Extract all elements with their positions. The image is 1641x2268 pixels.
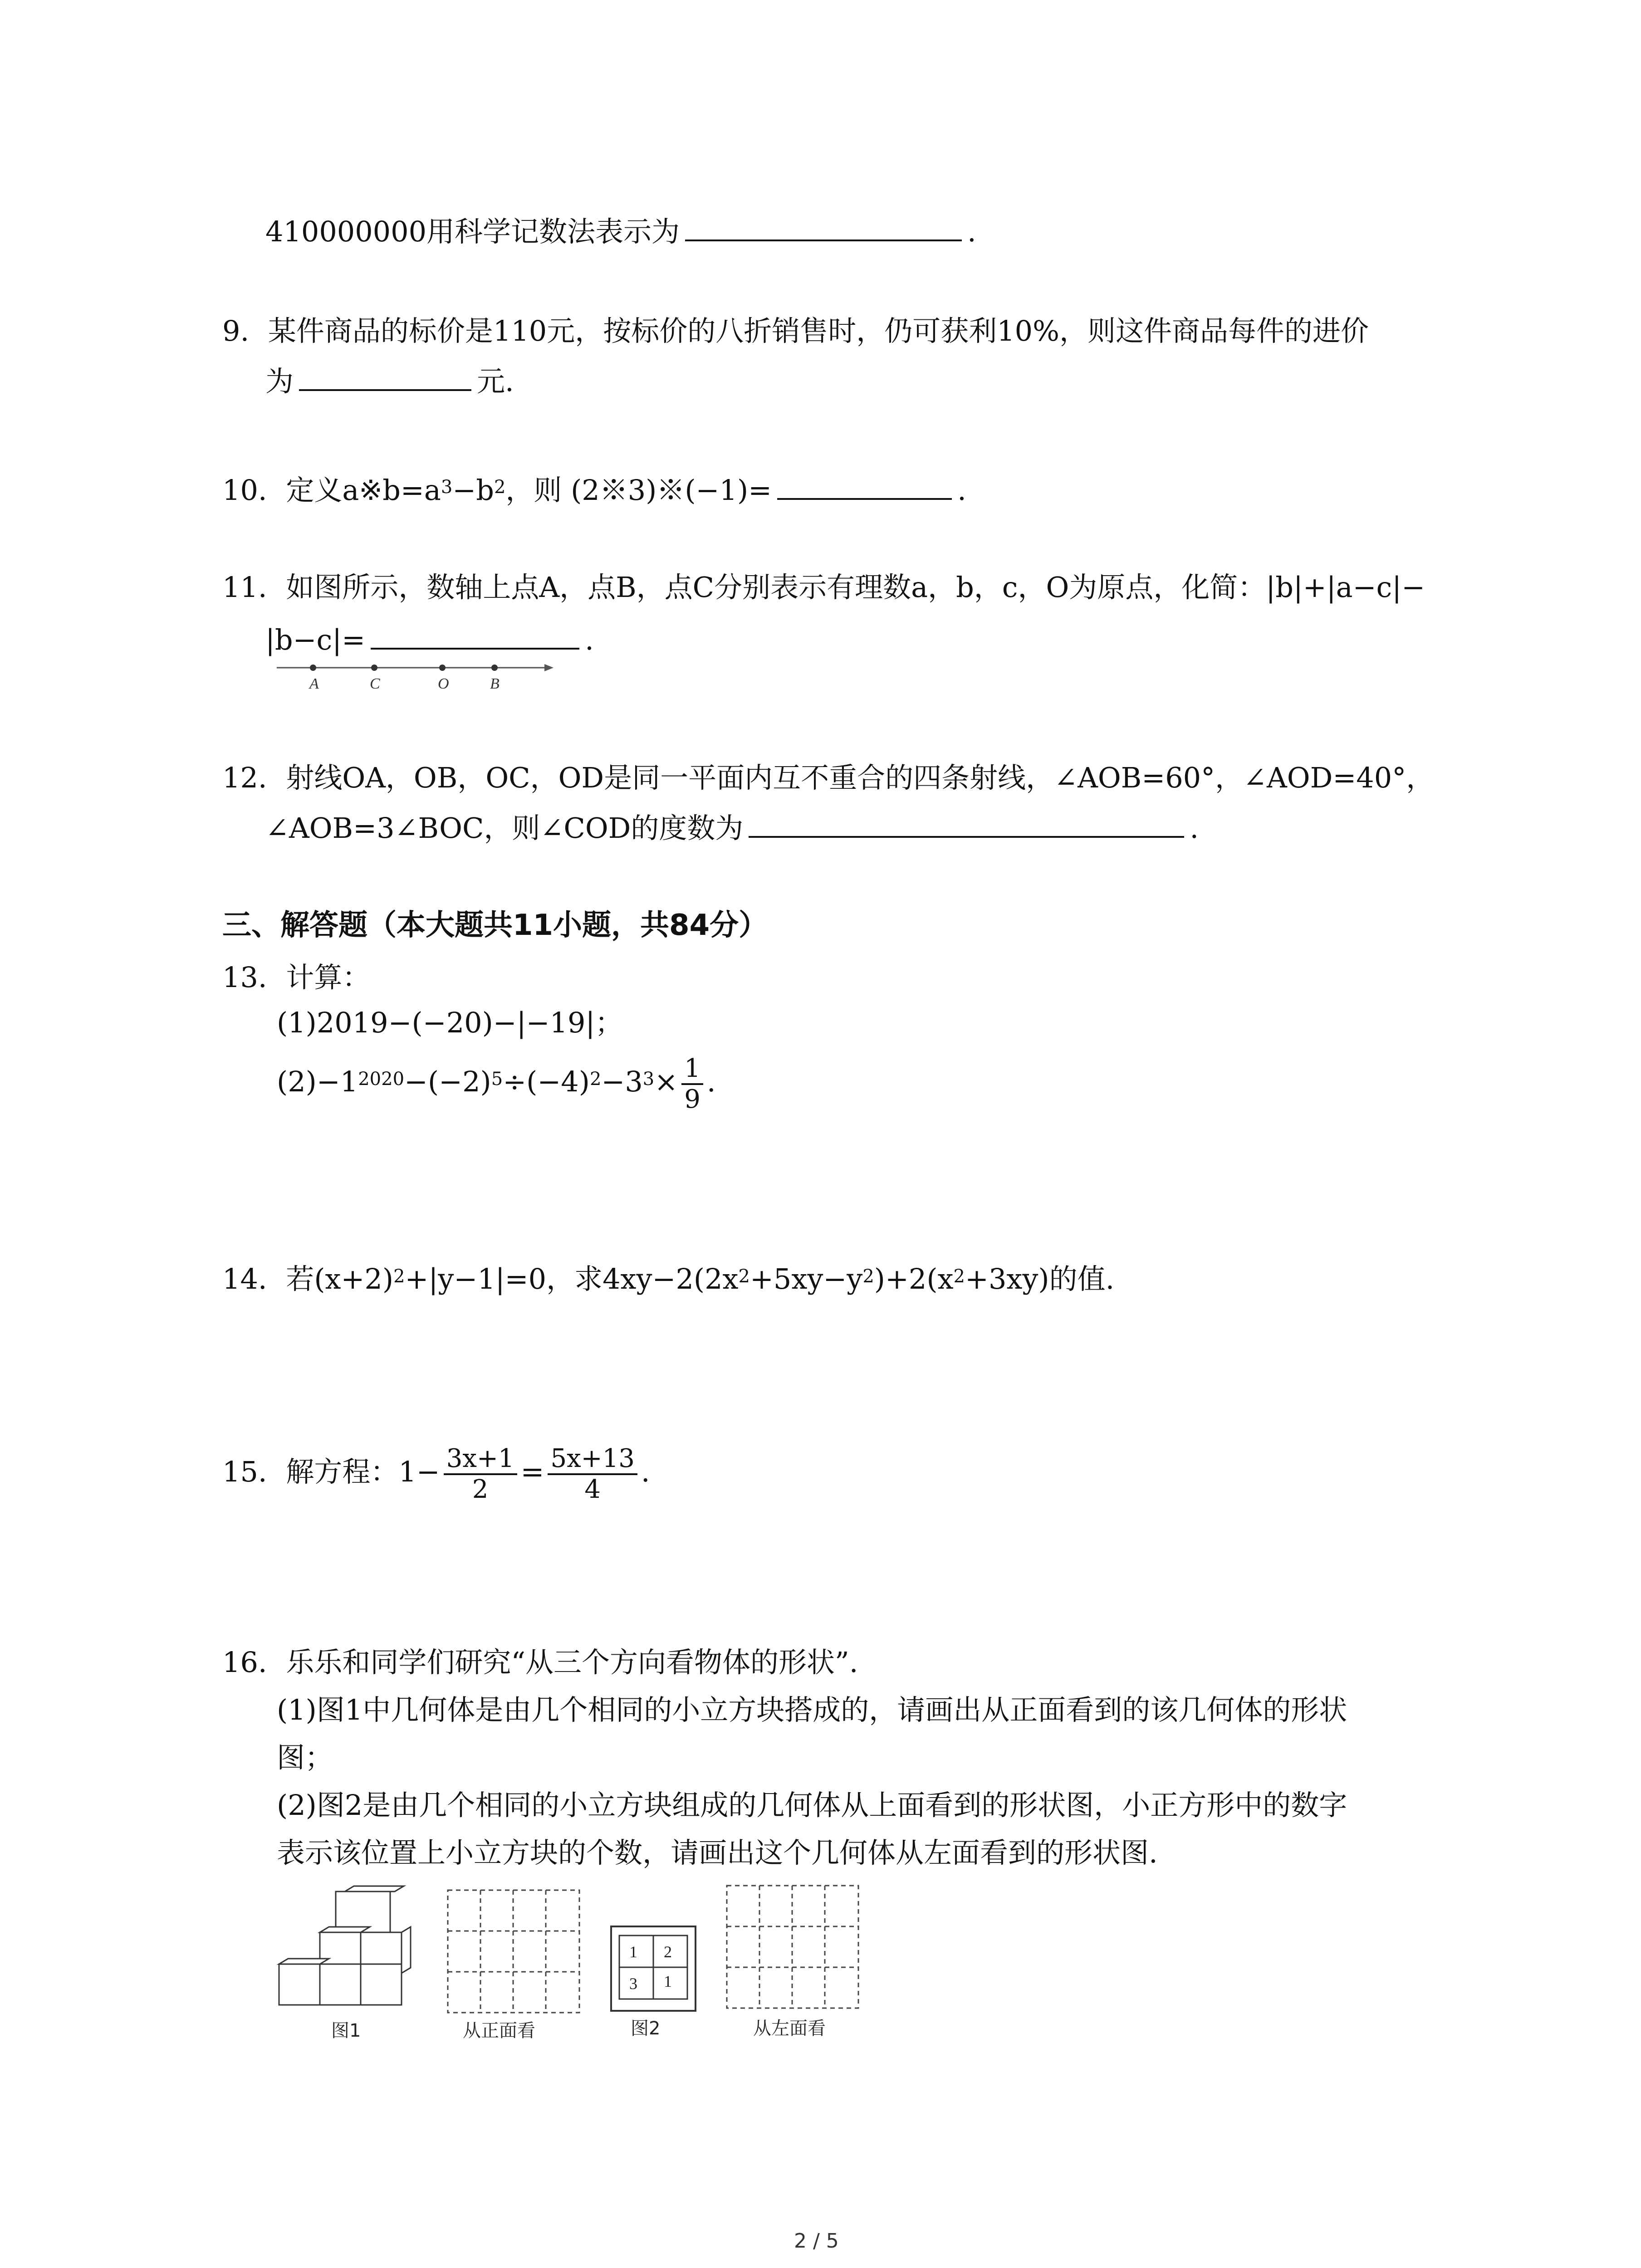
question-number: 12.	[222, 761, 267, 794]
point-c	[371, 665, 377, 671]
fraction: $\frac{1}{9}$	[681, 1054, 703, 1114]
question-15: 15. 解方程：1− $\frac{3x+1}{2}$ = $\frac{5x+13}{4}$ .	[222, 1443, 650, 1504]
question-13-part2: $(2)-1^{2020}-(-2)^5\div(-4)^2-3^3\times$ $\frac{1}{9}$ .	[277, 1053, 716, 1114]
figure-1-caption: 图1	[331, 2020, 361, 2041]
q8-continuation: 410000000用科学记数法表示为 .	[265, 213, 976, 250]
grid-number: 2	[664, 1943, 672, 1961]
front-view-caption: 从正面看	[463, 2020, 535, 2041]
question-9: 9. 某件商品的标价是110元，按标价的八折销售时，仍可获利10%，则这件商品每件的进价	[222, 314, 1369, 347]
question-9-line2: 为 元.	[265, 363, 514, 400]
question-16-part1: (1)图1中几何体是由几个相同的小立方块搭成的，请画出从正面看到的该几何体的形状	[277, 1693, 1347, 1726]
question-13-part1: (1)2019−(−20)−|−19|；	[277, 1006, 623, 1039]
fraction: $\frac{3x+1}{2}$	[444, 1444, 517, 1504]
question-16-part2: (2)图2是由几个相同的小立方块组成的几何体从上面看到的形状图，小正方形中的数字	[277, 1789, 1347, 1822]
answer-blank	[299, 363, 471, 391]
axis-label-c: C	[370, 675, 380, 692]
left-view-caption: 从左面看	[753, 2018, 826, 2039]
axis-label-b: B	[490, 675, 500, 692]
front-view-grid	[447, 1889, 583, 2016]
page-number: 2 / 5	[794, 2229, 839, 2253]
question-number: 10.	[222, 474, 267, 507]
question-number: 13.	[222, 961, 267, 994]
answer-blank	[371, 621, 579, 650]
answer-blank	[777, 472, 952, 500]
left-view-grid	[726, 1885, 862, 2012]
grid-number: 1	[664, 1972, 672, 1990]
point-o	[439, 665, 446, 671]
figure-2-top-view	[610, 1926, 696, 2012]
grid-number: 3	[629, 1975, 637, 1993]
figure-1-cubes	[277, 1882, 440, 2019]
question-number: 16.	[222, 1646, 267, 1679]
axis-label-o: O	[438, 675, 449, 692]
grid-number: 1	[629, 1943, 637, 1961]
question-number: 11.	[222, 571, 267, 604]
question-16-part2-line2: 表示该位置上小立方块的个数，请画出这个几何体从左面看到的形状图.	[277, 1836, 1158, 1869]
answer-blank	[749, 810, 1184, 838]
fraction: $\frac{5x+13}{4}$	[548, 1444, 637, 1504]
question-number: 14.	[222, 1262, 267, 1295]
point-b	[491, 665, 498, 671]
question-11-line2: |b−c|= .	[265, 621, 594, 658]
figure-2-caption: 图2	[631, 2018, 661, 2039]
question-13: 13. 计算：	[222, 961, 371, 994]
axis-label-a: A	[309, 675, 319, 692]
question-14: 14. 若$(x+2)^2+|y-1|=0$，求$4xy-2(2x^2+5xy-y^2)+2(x^2+3xy)$的值.	[222, 1262, 1115, 1295]
question-16-part1-line2: 图；	[277, 1741, 333, 1774]
question-12-line2: ∠AOB=3∠BOC，则∠COD的度数为 .	[265, 810, 1199, 846]
question-number: 15.	[222, 1455, 267, 1488]
point-a	[310, 665, 316, 671]
question-16: 16. 乐乐和同学们研究“从三个方向看物体的形状”.	[222, 1646, 858, 1679]
question-11: 11. 如图所示，数轴上点A，点B，点C分别表示有理数a，b，c，O为原点，化简：|b|+|a−c|−	[222, 571, 1425, 604]
question-10: 10. 定义$a※b=a^3-b^2$，则 (2※3)※(−1)= .	[222, 472, 966, 508]
section-title: 三、解答题（本大题共11小题，共84分）	[222, 909, 768, 942]
question-number: 9.	[222, 314, 250, 347]
number-line-figure	[272, 658, 558, 694]
question-12: 12. 射线OA，OB，OC，OD是同一平面内互不重合的四条射线，∠AOB=60°，∠AOD=40°，	[222, 761, 1435, 794]
answer-blank	[685, 213, 962, 241]
